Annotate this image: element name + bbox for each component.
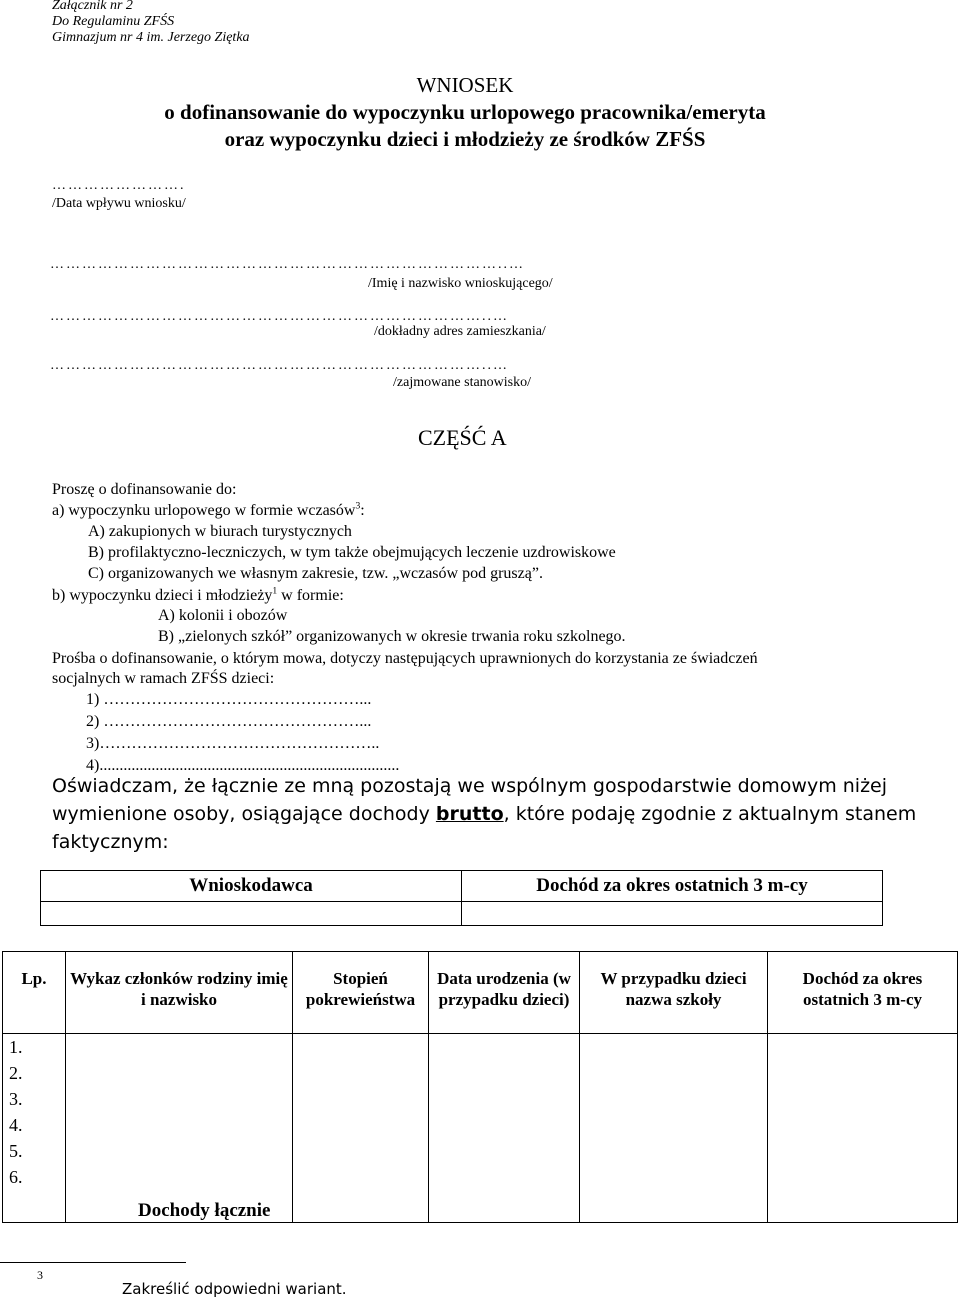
annex-line-1: Załącznik nr 2 [52, 0, 133, 13]
declaration-line-2-start: wymienione osoby, osiągające dochody [52, 803, 436, 825]
income-cell[interactable] [768, 1034, 958, 1223]
household-members-table [2, 951, 958, 1223]
request-intro: Proszę o dofinansowanie do: [52, 481, 237, 498]
col-header-birth-date: Data urodzenia (w przypadku dzieci) [429, 952, 580, 1034]
declaration-line-1: Oświadczam, że łącznie ze mną pozostają we wspólnym gospodarstwie domowym niżej [52, 775, 888, 797]
option-b-suffix: w formie: [277, 587, 344, 604]
option-a-text: a) wypoczynku urlopowego w formie wczasów [52, 502, 356, 519]
position-dots[interactable]: ………………………………………………………………………..… [50, 358, 509, 373]
address-dots[interactable]: ………………………………………………………………………..… [50, 309, 509, 324]
option-b-variant-A[interactable]: A) kolonii i obozów [158, 607, 288, 624]
option-a-heading [52, 500, 365, 521]
option-b-text: b) wypoczynku dzieci i młodzieży [52, 587, 273, 604]
children-list [86, 689, 399, 777]
address-label: /dokładny adres zamieszkania/ [374, 324, 546, 339]
total-income-label: Dochody łącznie [138, 1200, 271, 1221]
option-a-variant-B[interactable]: B) profilaktyczno-leczniczych, w tym także obejmujących leczenie uzdrowiskowe [88, 544, 616, 561]
position-label: /zajmowane stanowisko/ [393, 375, 532, 390]
applicant-header: Wnioskodawca [41, 871, 462, 902]
footnote-ref-1: 1 [272, 585, 278, 597]
footnote-number: 3 [37, 1268, 43, 1282]
option-a-colon: : [360, 502, 365, 519]
applicant-income-table [40, 870, 883, 926]
row-numbers-cell [3, 1034, 66, 1223]
brutto-emphasis: brutto [435, 803, 504, 825]
declaration [52, 772, 917, 856]
col-header-income: Dochód za okres ostatnich 3 m-cy [768, 952, 958, 1034]
child-entry-2[interactable]: 2) …………………………………………... [86, 713, 372, 730]
table-row-6: 6. [9, 1167, 23, 1187]
table-row-1: 1. [9, 1037, 23, 1057]
plea-line-2: socjalnych w ramach ZFŚS dzieci: [52, 670, 275, 687]
name-dots[interactable]: …………………………………………………………………………..… [50, 257, 525, 272]
table-row-5: 5. [9, 1141, 23, 1161]
table-row-2: 2. [9, 1063, 23, 1083]
title-main: WNIOSEK [416, 73, 514, 97]
footnote-text: Zakreślić odpowiedni wariant. [122, 1280, 347, 1298]
relationship-cell[interactable] [293, 1034, 429, 1223]
annex-header [52, 0, 250, 46]
table-row-3: 3. [9, 1089, 23, 1109]
footnote-separator [0, 1262, 186, 1263]
title-subtitle-1: o dofinansowanie do wypoczynku urlopowego pracownika/emeryta [164, 100, 766, 124]
declaration-line-3: faktycznym: [52, 831, 169, 853]
date-label: /Data wpływu wniosku/ [52, 196, 186, 211]
applicant-income-cell[interactable] [462, 902, 883, 926]
child-entry-1[interactable]: 1) …………………………………………... [86, 691, 372, 708]
option-a-variant-A[interactable]: A) zakupionych w biurach turystycznych [88, 523, 352, 540]
birth-date-cell[interactable] [429, 1034, 580, 1223]
child-entry-3[interactable]: 3)…………………………………………….. [86, 735, 380, 752]
members-cell[interactable] [66, 1034, 293, 1223]
footnote-ref-3: 3 [355, 500, 361, 512]
col-header-members: Wykaz członków rodziny imię i nazwisko [66, 952, 293, 1034]
annex-line-2: Do Regulaminu ZFŚS [52, 14, 175, 29]
document-title [0, 72, 930, 153]
declaration-line-2-end: , które podaję zgodnie z aktualnym stanem [503, 803, 917, 825]
option-a-variant-C[interactable]: C) organizowanych we własnym zakresie, tzw. „wczasów pod gruszą”. [88, 565, 543, 582]
date-dots[interactable]: ……………………. [52, 178, 186, 193]
income-header: Dochód za okres ostatnich 3 m-cy [462, 871, 883, 902]
col-header-lp: Lp. [3, 952, 66, 1034]
applicant-name-cell[interactable] [41, 902, 462, 926]
option-b-heading [52, 585, 344, 606]
school-cell[interactable] [580, 1034, 768, 1223]
name-label: /Imię i nazwisko wnioskującego/ [368, 276, 553, 291]
col-header-relationship: Stopień pokrewieństwa [293, 952, 429, 1034]
section-title: CZĘŚĆ A [418, 425, 507, 450]
plea-line-1: Prośba o dofinansowanie, o którym mowa, dotyczy następujących uprawnionych do korzystania ze świadczeń [52, 650, 758, 667]
col-header-school: W przypadku dzieci nazwa szkoły [580, 952, 768, 1034]
table-row-4: 4. [9, 1115, 23, 1135]
annex-line-3: Gimnazjum nr 4 im. Jerzego Ziętka [52, 30, 250, 45]
option-b-variant-B[interactable]: B) „zielonych szkół” organizowanych w okresie trwania roku szkolnego. [158, 628, 626, 645]
declaration-line-2 [52, 800, 917, 828]
title-subtitle-2: oraz wypoczynku dzieci i młodzieży ze środków ZFŚS [224, 127, 706, 151]
child-entry-4[interactable]: 4)........................................................................... [86, 757, 400, 774]
